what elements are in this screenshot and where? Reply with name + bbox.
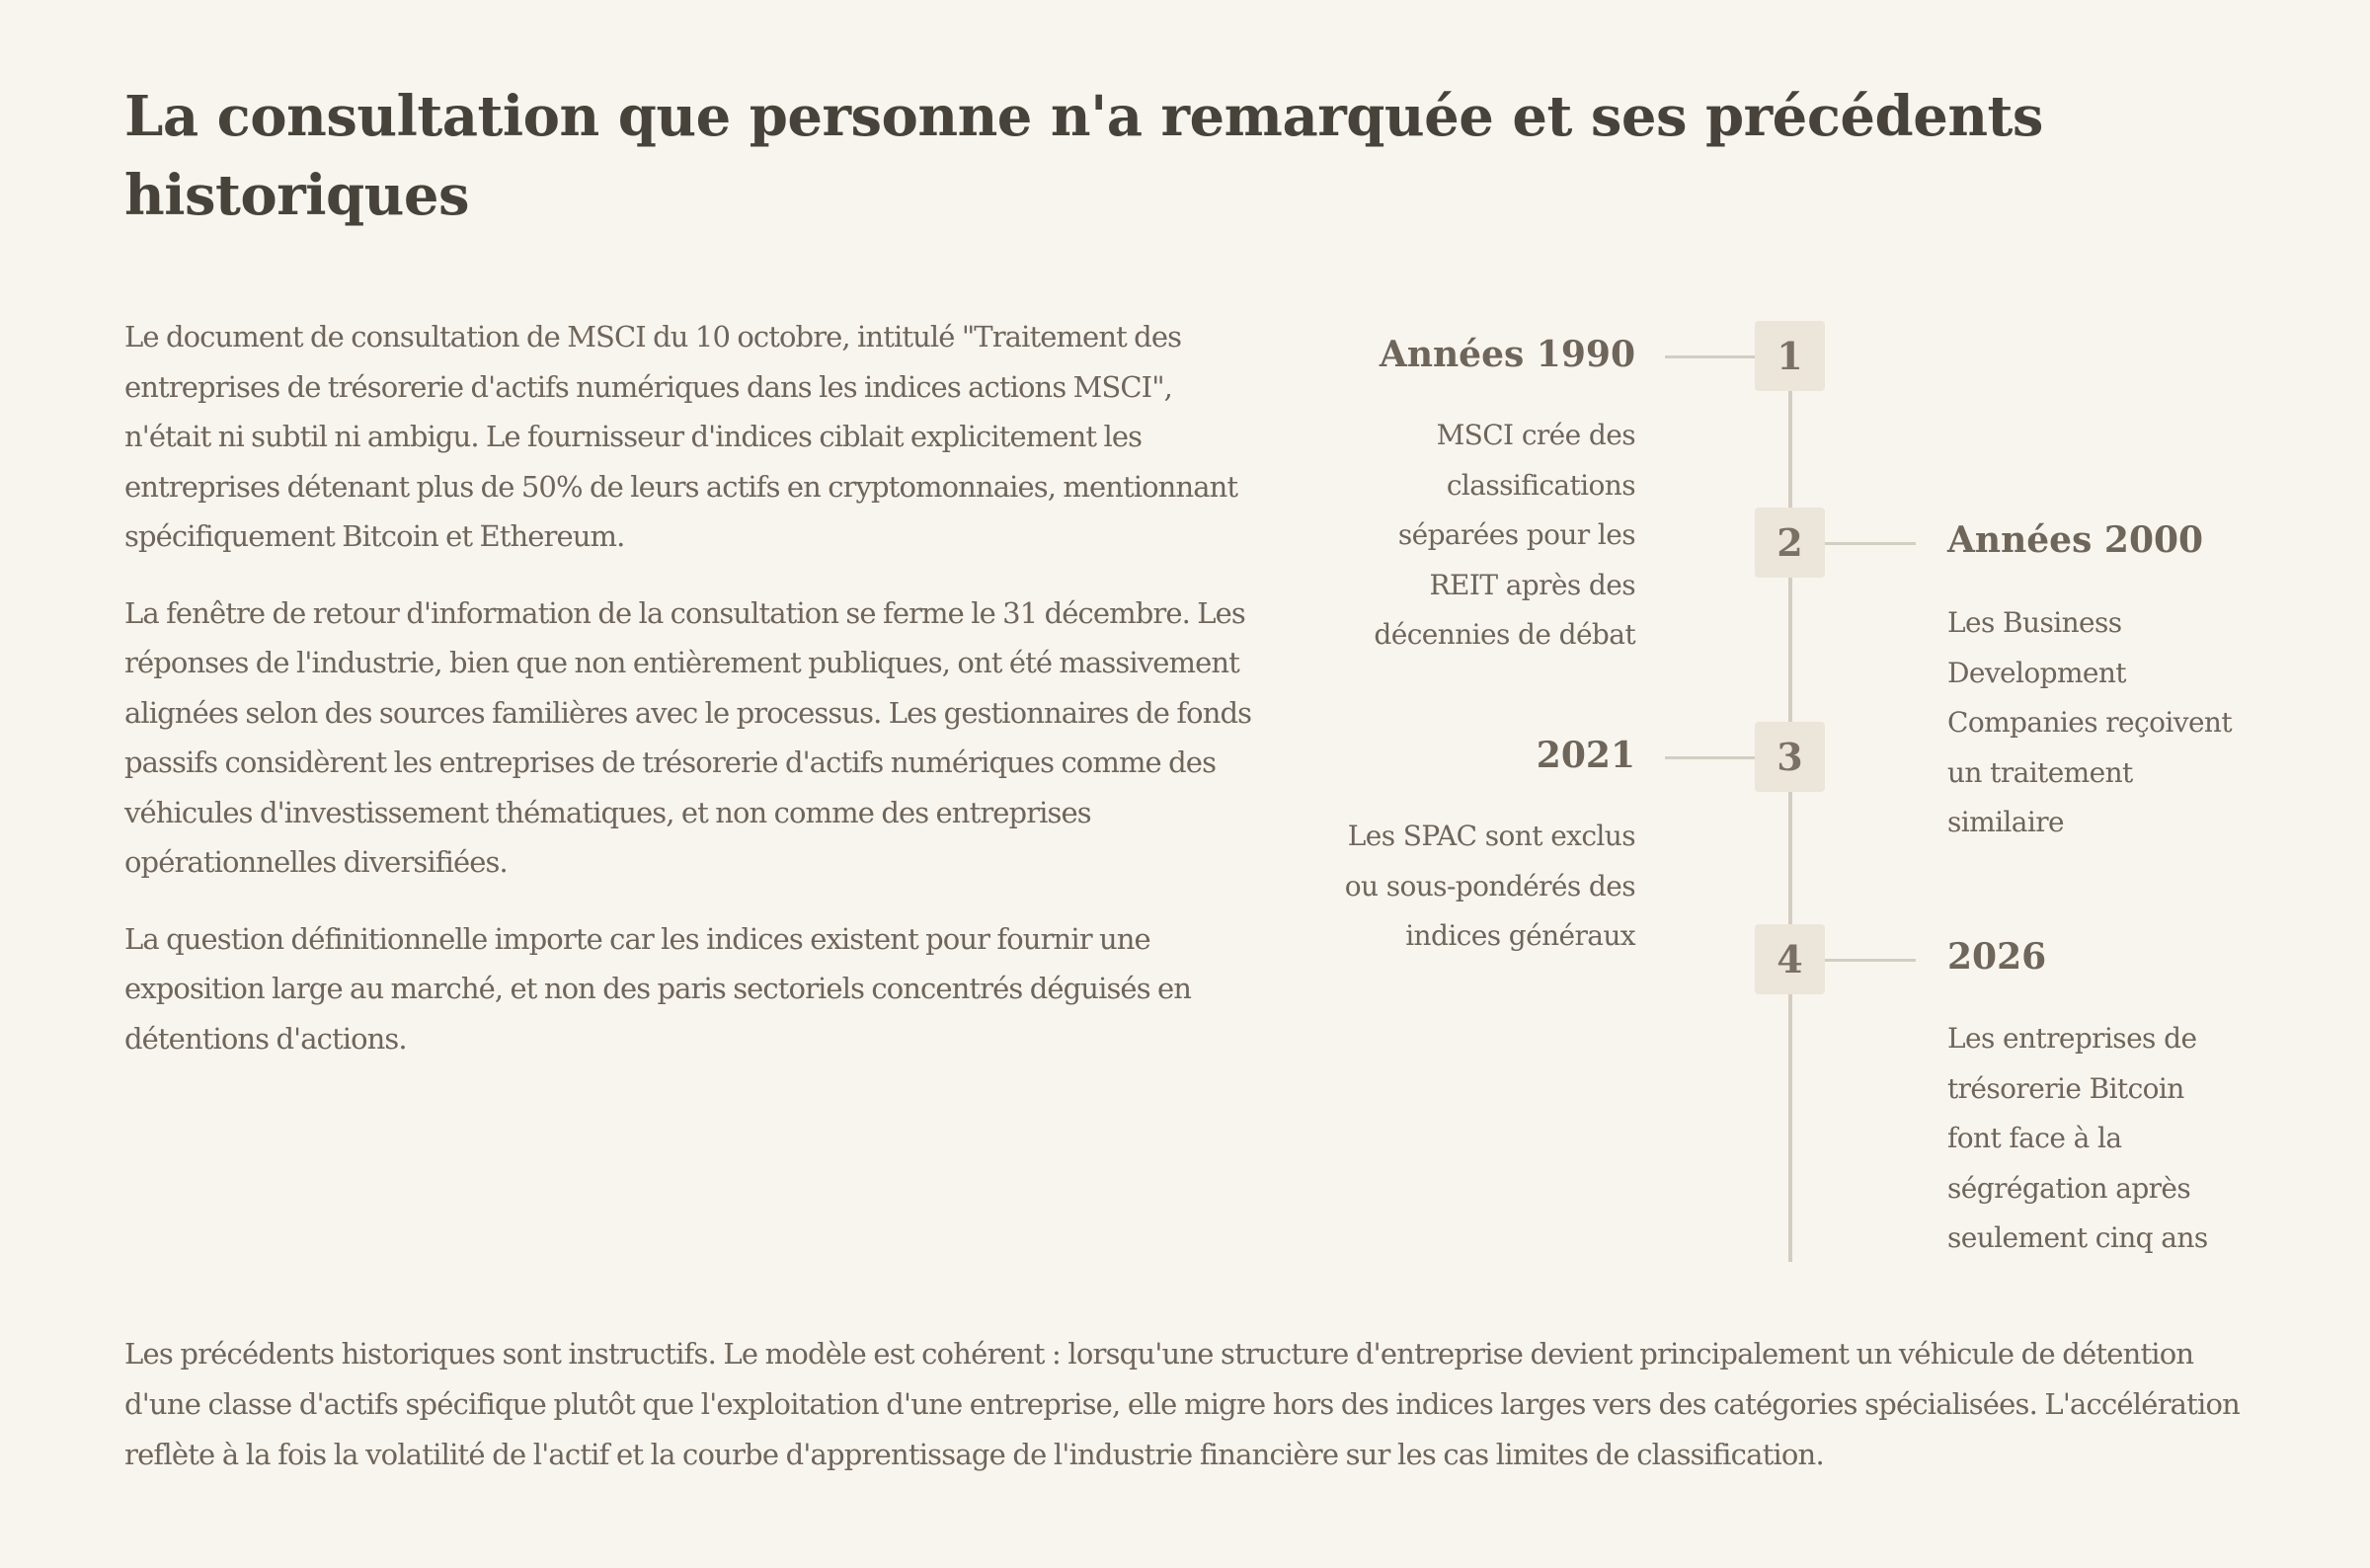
timeline-marker-2: 2 <box>1755 508 1825 578</box>
timeline-label-1: Années 1990 <box>1379 334 1635 375</box>
page-title: La consultation que personne n'a remarquée et ses précédents historiques <box>124 84 2043 228</box>
intro-paragraph-2: La fenêtre de retour d'information de la consultation se ferme le 31 décembre. Les réponses de l'industrie, bien que non entièrement publiques, ont été massivement alignées selon des sources familières avec le processus. Les gestionnaires de fonds passifs considèrent les entreprises de trésorerie d'actifs numériques comme des véhicules d'investissement thématiques, et non comme des entreprises opérationnelles diversifiées. <box>124 595 1252 879</box>
intro-paragraph-3: La question définitionnelle importe car les indices existent pour fournir une exposition large au marché, et non des paris sectoriels concentrés déguisés en détentions d'actions. <box>124 921 1192 1056</box>
timeline-label-4: 2026 <box>1947 936 2047 978</box>
timeline-text-2: Les Business Development Companies reçoivent un traitement similaire <box>1947 606 2233 838</box>
intro-paragraph-1: Le document de consultation de MSCI du 10 octobre, intitulé "Traitement des entreprises de trésorerie d'actifs numériques dans les indices actions MSCI", n'était ni subtil ni ambigu. Le fournisseur d'indices ciblait explicitement les entreprises détenant plus de 50% de leurs actifs en cryptomonnaies, mentionnant spécifiquement Bitcoin et Ethereum. <box>124 320 1238 553</box>
timeline-connector-3 <box>1665 756 1756 759</box>
closing-paragraph: Les précédents historiques sont instructifs. Le modèle est cohérent : lorsqu'une structure d'entreprise devient principalement un véhicule de détention d'une classe d'actifs spécifique plutôt que l'exploitation d'une entreprise, elle migre hors des indices larges vers des catégories spécialisées. L'accélération reflète à la fois la volatilité de l'actif et la courbe d'apprentissage de l'industrie financière sur les cas limites de classification. <box>124 1337 2241 1471</box>
timeline-marker-4: 4 <box>1755 924 1825 994</box>
timeline-marker-3: 3 <box>1755 722 1825 792</box>
timeline-text-4: Les entreprises de trésorerie Bitcoin font face à la ségrégation après seulement cinq ans <box>1947 1022 2208 1254</box>
timeline-connector-1 <box>1665 355 1756 358</box>
timeline-label-2: Années 2000 <box>1947 519 2204 561</box>
timeline-rail <box>1788 353 1792 1262</box>
timeline-text-1: MSCI crée des classifications séparées pour les REIT après des décennies de débat <box>1374 419 1635 651</box>
timeline-label-3: 2021 <box>1536 735 1635 776</box>
intro-section <box>124 312 1260 1090</box>
timeline-marker-1: 1 <box>1755 321 1825 391</box>
timeline-connector-4 <box>1825 959 1916 962</box>
timeline-text-3: Les SPAC sont exclus ou sous-pondérés des indices généraux <box>1344 820 1635 952</box>
timeline-connector-2 <box>1825 542 1916 545</box>
